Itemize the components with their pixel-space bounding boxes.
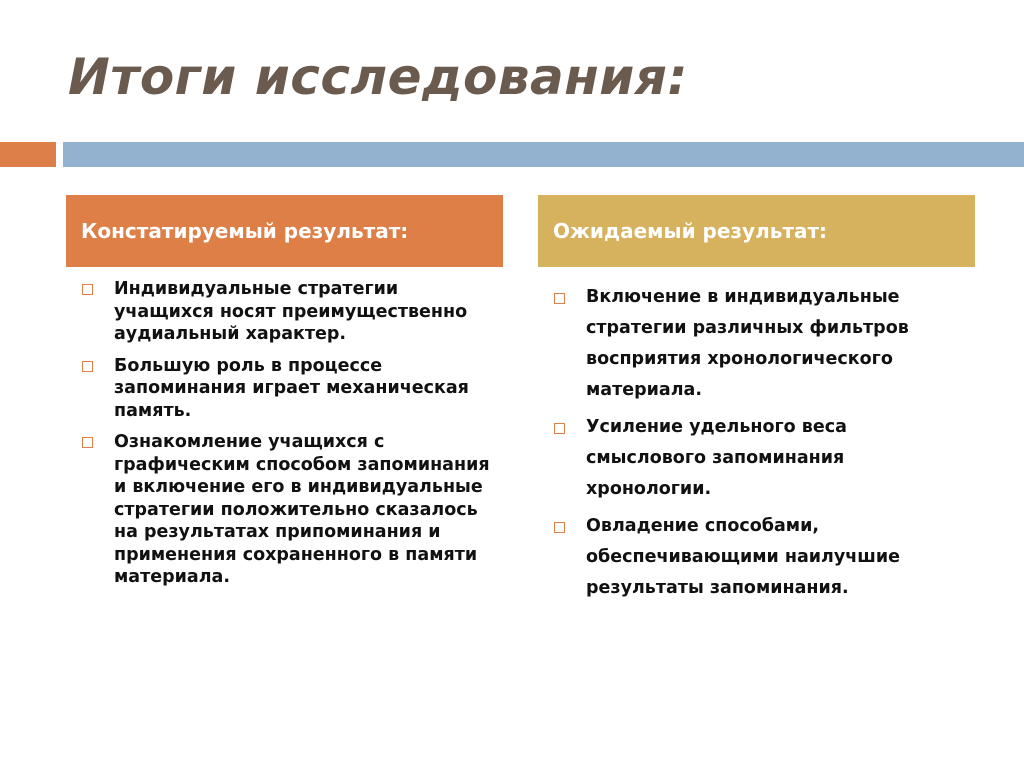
- list-item: [70, 278, 490, 346]
- left-bullet-list: [70, 278, 490, 598]
- list-item-text: Большую роль в процессе запоминания играет механическая память.: [114, 355, 469, 421]
- list-item-text: Усиление удельного веса смыслового запоминания хронологии.: [586, 417, 847, 499]
- square-bullet-icon: [82, 437, 93, 448]
- list-item: [542, 511, 962, 604]
- left-column-header: Констатируемый результат:: [66, 195, 503, 267]
- list-item: [542, 282, 962, 406]
- accent-bar-blue: [63, 142, 1024, 167]
- list-item: [70, 355, 490, 423]
- list-item-text: Индивидуальные стратегии учащихся носят преимущественно аудиальный характер.: [114, 279, 468, 344]
- slide-title: Итоги исследования:: [68, 48, 688, 106]
- square-bullet-icon: [82, 284, 93, 295]
- square-bullet-icon: [554, 522, 565, 533]
- square-bullet-icon: [554, 293, 565, 304]
- square-bullet-icon: [82, 361, 93, 372]
- list-item: [542, 412, 962, 505]
- right-bullet-list: [542, 282, 962, 610]
- list-item-text: Ознакомление учащихся с графическим способом запоминания и включение его в индивидуальные стратегии положительно сказалось на результатах припоминания и применения сохраненного в памяти материала.: [114, 432, 490, 587]
- square-bullet-icon: [554, 423, 565, 434]
- right-column-header: Ожидаемый результат:: [538, 195, 975, 267]
- accent-bar-orange: [0, 142, 56, 167]
- list-item-text: Включение в индивидуальные стратегии различных фильтров восприятия хронологического материала.: [586, 287, 909, 400]
- list-item-text: Овладение способами, обеспечивающими наилучшие результаты запоминания.: [586, 516, 901, 598]
- list-item: [70, 431, 490, 589]
